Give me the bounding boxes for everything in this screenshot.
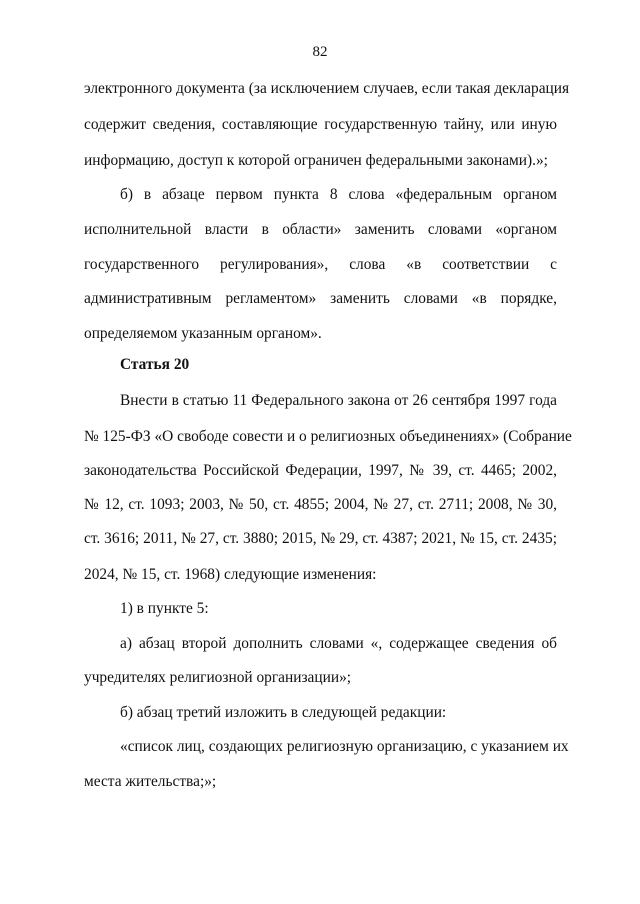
- text-line: № 12, ст. 1093; 2003, № 50, ст. 4855; 2004, № 27, ст. 2711; 2008, № 30,: [84, 496, 557, 513]
- text-line: № 125-ФЗ «О свободе совести и о религиозных объединениях» (Собрание: [84, 428, 572, 445]
- text-line: административным регламентом» заменить словами «в порядке,: [84, 290, 557, 307]
- text-line: б) в абзаце первом пункта 8 слова «федеральным органом: [120, 186, 557, 203]
- text-line: 2024, № 15, ст. 1968) следующие изменения:: [84, 566, 377, 583]
- text-line: исполнительной власти в области» заменить словами «органом: [84, 221, 557, 238]
- page-number: 82: [312, 44, 328, 60]
- text-line: содержит сведения, составляющие государственную тайну, или иную: [84, 116, 557, 133]
- text-line: информацию, доступ к которой ограничен федеральными законами).»;: [84, 152, 548, 169]
- article-heading: Статья 20: [120, 356, 190, 373]
- text-line: законодательства Российской Федерации, 1997, № 39, ст. 4465; 2002,: [84, 462, 557, 479]
- text-line: электронного документа (за исключением случаев, если такая декларация: [84, 80, 570, 97]
- text-line: места жительства;»;: [84, 773, 217, 790]
- text-line: 1) в пункте 5:: [120, 600, 209, 617]
- text-line: определяемом указанным органом».: [84, 325, 322, 342]
- text-line: Внести в статью 11 Федерального закона от 26 сентября 1997 года: [120, 392, 557, 409]
- text-line: государственного регулирования», слова «в соответствии с: [84, 256, 557, 273]
- text-line: учредителях религиозной организации»;: [84, 669, 352, 686]
- text-line: «список лиц, создающих религиозную организацию, с указанием их: [120, 738, 569, 755]
- text-line: ст. 3616; 2011, № 27, ст. 3880; 2015, № 29, ст. 4387; 2021, № 15, ст. 2435;: [84, 530, 557, 547]
- text-line: а) абзац второй дополнить словами «, содержащее сведения об: [120, 635, 557, 652]
- text-line: б) абзац третий изложить в следующей редакции:: [120, 704, 447, 721]
